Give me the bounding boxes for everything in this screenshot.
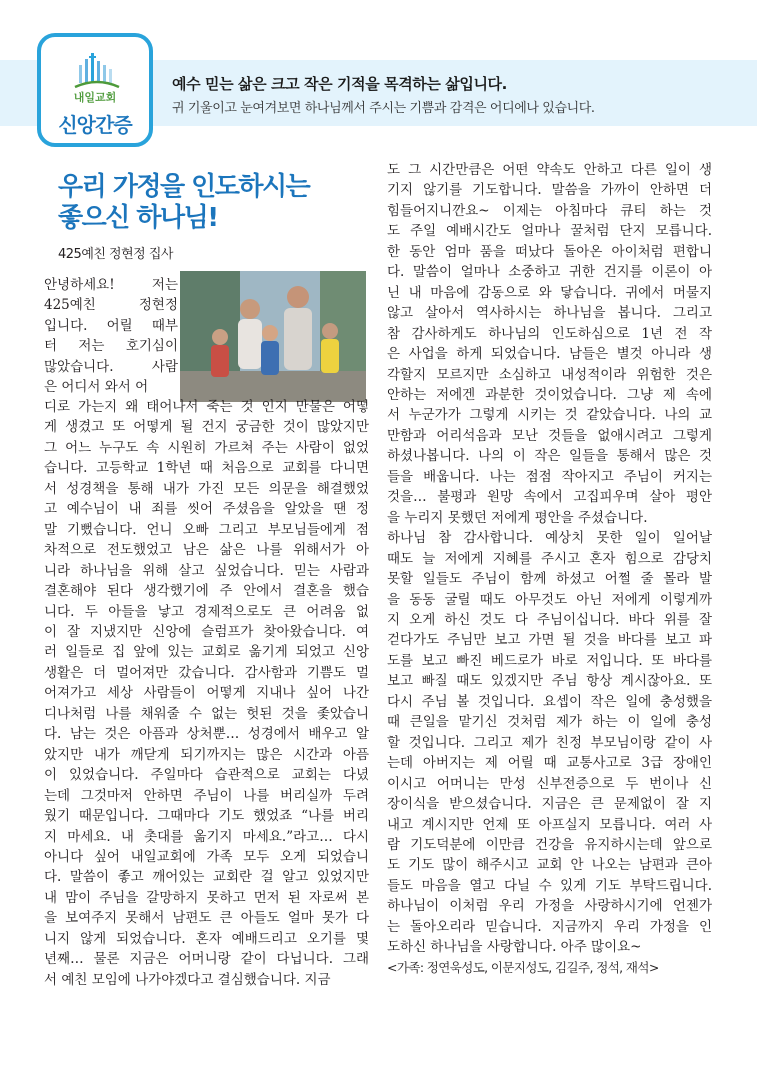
article-title-line: 좋으신 하나님!	[58, 203, 218, 233]
text-line: 디나처럼 나를 채워줄 수 없는 헛된 것을 좇았습니	[44, 705, 369, 722]
text-line: 은 사업을 하게 되었습니다. 남들은 별것 아니라 생	[387, 346, 712, 363]
text-line: 하나님 참 감사합니다. 예상치 못한 일이 일어날	[387, 530, 712, 547]
text-line: 게 생겼고 또 어떻게 될 건지 궁금한 것이 많았지만	[44, 419, 369, 436]
text-line: 내고 계시지만 언제 또 아프실지 모릅니다. 여러 사	[387, 816, 712, 833]
text-line: 내 맘이 주님을 갈망하지 못하고 먼저 된 자로써 본	[44, 889, 369, 906]
text-line: 들을 배웁니다. 나는 점점 작아지고 주님이 커지는	[387, 468, 712, 485]
text-line: 웠기 때문입니다. 그때마다 기도 했었죠 “나를 버리	[44, 808, 369, 825]
text-line: 고 예수님이 내 죄를 씻어 주셨음을 알았을 땐 정	[44, 501, 369, 518]
header-headline: 예수 믿는 삶은 크고 작은 기적을 목격하는 삶입니다.	[172, 75, 507, 93]
church-logo-icon	[73, 47, 121, 93]
text-line: 결혼해야 된다 생각했기에 주 안에서 결혼을 했습	[44, 583, 369, 600]
text-line: 입니다. 어릴 때부	[44, 317, 178, 334]
text-line: 년째… 물론 지금은 어머니랑 같이 다닙니다. 그래	[44, 951, 369, 968]
text-line: 는데 그것마저 안하면 주님이 나를 버리실까 두려	[44, 787, 369, 804]
text-line: 서 예친 모임에 나가야겠다고 결심했습니다. 지금	[44, 971, 331, 988]
text-line: 도를 보고 빠진 베드로가 바로 저입니다. 또 바다를	[387, 652, 712, 669]
text-line: 않고 살아서 역사하시는 하나님을 봅니다. 그리고	[387, 305, 712, 322]
text-line: 람 기도덕분에 이만큼 건강을 유지하시는데 앞으로	[387, 836, 712, 853]
section-title: 신앙간증	[58, 113, 132, 137]
text-line: 지 마세요. 내 촛대를 옮기지 마세요.”라고… 다시	[44, 828, 369, 845]
text-line: 못할 일들도 주님이 함께 하셨고 어쩔 줄 몰라 발	[387, 571, 712, 588]
text-line: 디로 가는지 왜 태어나서 죽는 것 인지 만물은 어떻	[44, 399, 369, 415]
text-line: 각할지 모르지만 소심하고 내성적이라 위험한 것은	[387, 366, 712, 383]
text-line: 습니다. 고등학교 1학년 때 처음으로 교회를 다니면	[44, 460, 369, 477]
text-line: 다. 남는 것은 아픔과 상처뿐… 성경에서 배우고 알	[44, 726, 369, 743]
text-line: 도 기도 많이 해주시고 교회 안 나오는 남편과 큰아	[387, 857, 712, 874]
article-title-line: 우리 가정을 인도하시는	[58, 172, 310, 202]
text-line: 때 큰일을 맡기신 것처럼 제가 하는 이 일에 충성	[387, 714, 712, 731]
text-line: 다시 주님 볼 것입니다. 요셉이 작은 일에 충성했을	[387, 693, 712, 710]
intro-text	[44, 275, 178, 398]
logo-text: 내일교회	[73, 91, 117, 104]
text-line: 만함과 어리석음과 모난 것들을 없애시려고 그렇게	[387, 427, 712, 444]
text-line: 기지 않기를 기도합니다. 말씀을 가까이 안하면 더	[387, 182, 712, 199]
text-line: 걷다가도 주님만 보고 가면 될 것을 바다를 보고 파	[387, 632, 712, 649]
text-line: 들도 마음을 열고 다닐 수 있게 기도 부탁드립니다.	[387, 877, 712, 894]
text-line: 을 동동 굴릴 때도 아무것도 아닌 저에게 이렇게까	[387, 591, 712, 608]
text-line: 닌 내 마음에 감동으로 와 닿습니다. 귀에서 머물지	[387, 284, 712, 301]
text-line: 이시고 어머니는 만성 신부전증으로 두 번이나 신	[387, 775, 712, 792]
article-author: 425예친 정현정 집사	[58, 247, 173, 262]
text-line: 도 주일 예배시간도 얼마나 꿀처럼 단지 모릅니다.	[387, 223, 712, 240]
text-line: 이 잘 지냈지만 신앙에 슬럼프가 찾아왔습니다. 여	[44, 623, 369, 640]
text-line: 터 저는 호기심이	[44, 338, 178, 355]
text-line: 이 있었습니다. 주일마다 습관적으로 교회는 다녔	[44, 767, 369, 784]
text-line: 지 오게 하신 것도 다 주님이십니다. 바다 위를 잘	[387, 611, 712, 628]
text-line: 보고 빠질 때도 있겠지만 주님 항상 계시잖아요. 또	[387, 673, 712, 690]
text-line: 다. 말씀이 얼마나 소중하고 귀한 건지를 이론이 아	[387, 264, 712, 281]
text-line: 때도 늘 저에게 지혜를 주시고 혼자 힘으로 감당치	[387, 550, 712, 567]
text-line: 는데 아버지는 제 어릴 때 교통사고로 3급 장애인	[387, 755, 712, 772]
text-line: 말 기뻤습니다. 언니 오빠 그리고 부모님들에게 점	[44, 521, 369, 538]
text-line: 차적으로 전도했었고 남은 삶은 나를 위해서가 아	[44, 542, 369, 559]
text-line: 한 동안 엄마 품을 떠났다 돌아온 아이처럼 편합니	[387, 243, 712, 260]
text-line: 니라 하나님을 위해 살고 싶었습니다. 믿는 사람과	[44, 562, 369, 579]
text-line: 생활은 더 멀어져만 갔습니다. 감사함과 기쁨도 멀	[44, 664, 369, 681]
text-line: 을 누리지 못했던 저에게 평안을 주셨습니다.	[387, 509, 648, 526]
text-line: 아니다 싶어 내일교회에 가족 모두 오게 되었습니	[44, 848, 369, 865]
right-column-text	[387, 160, 712, 978]
text-line: 니다. 두 아들을 낳고 경제적으로도 큰 어려움 없	[44, 603, 369, 620]
text-line: 하나님이 이처럼 우리 가정을 사랑하시기에 언젠가	[387, 898, 712, 915]
text-line: 도하신 하나님을 사랑합니다. 아주 많이요~	[387, 939, 642, 956]
section-badge	[37, 33, 153, 147]
text-line: 힘들어지니깐요~ 이제는 아침마다 큐티 하는 것	[387, 202, 712, 219]
article-title	[58, 172, 378, 234]
text-line: 서 누군가가 그렇게 시키는 것 같았습니다. 나의 교	[387, 407, 712, 424]
text-line: 할 것입니다. 그리고 제가 친정 부모님이랑 같이 사	[387, 734, 712, 751]
text-line: 는 돌아오리라 믿습니다. 지금까지 우리 가정을 인	[387, 918, 712, 935]
text-line: 참 감사하게도 하나님의 인도하심으로 1년 전 작	[387, 325, 712, 342]
text-line: 많았습니다. 사람	[44, 358, 178, 375]
family-credit: <가족: 정연욱성도, 이문지성도, 김길주, 정석, 재석>	[387, 959, 659, 975]
text-line: 장이식을 받으셨습니다. 지금은 큰 문제없이 잘 지	[387, 796, 712, 813]
text-line: 그 어느 누구도 속 시원히 가르쳐 주는 사람이 없었	[44, 439, 369, 456]
text-line: 425예친 정현정	[44, 297, 178, 314]
text-line: 안녕하세요! 저는	[44, 277, 178, 293]
text-line: 서 성경책을 통해 내가 가진 모든 의문을 해결했었	[44, 480, 369, 497]
text-line: 것을… 불평과 원망 속에서 고집피우며 살아 평안	[387, 489, 712, 506]
text-line: 안하는 저에겐 과분한 것이었습니다. 그냥 제 속에	[387, 386, 712, 403]
text-line: 하셨나봅니다. 나의 이 작은 일들을 통해서 많은 것	[387, 448, 712, 465]
text-line: 어져가고 세상 사람들이 어떻게 지내나 싶어 나간	[44, 685, 369, 702]
text-line: 다. 말씀이 좋고 깨어있는 교회란 걸 알고 있었지만	[44, 869, 369, 886]
left-column-text	[44, 397, 369, 990]
text-line: 도 그 시간만큼은 어떤 약속도 안하고 다른 일이 생	[387, 162, 712, 178]
text-line: 을 보여주지 못해서 남편도 큰 아들도 얼마 못가 다	[44, 910, 369, 927]
header-subline: 귀 기울이고 눈여겨보면 하나님께서 주시는 기쁨과 감격은 어디에나 있습니다.	[172, 101, 595, 116]
text-line: 니지 않게 되었습니다. 혼자 예배드리고 오기를 몇	[44, 930, 369, 947]
text-line: 은 어디서 와서 어	[44, 379, 149, 396]
text-line: 았지만 내가 깨닫게 되기까지는 많은 시간과 아픔	[44, 746, 369, 763]
text-line: 러 일들로 집 앞에 있는 교회로 옮기게 되었고 신앙	[44, 644, 369, 661]
family-photo	[180, 271, 366, 402]
